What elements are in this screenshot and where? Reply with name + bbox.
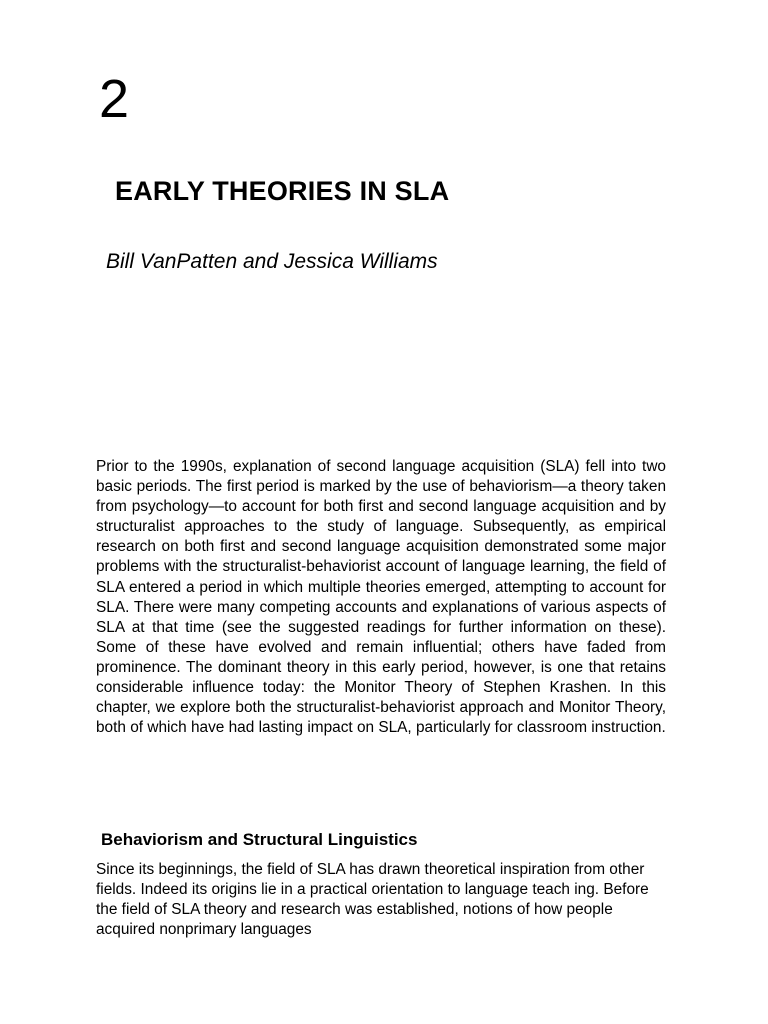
chapter-number: 2 — [99, 69, 130, 129]
section-heading: Behaviorism and Structural Linguistics — [101, 830, 418, 849]
chapter-authors: Bill VanPatten and Jessica Williams — [106, 250, 438, 273]
chapter-title: EARLY THEORIES IN SLA — [115, 176, 450, 206]
section-paragraph: Since its beginnings, the field of SLA has drawn theoretical inspiration from other fields. Indeed its origins lie in a practical orientation to language teach ing. Before the field of SLA theory and research was established, notions of how people acquired nonprimary languages — [96, 861, 649, 939]
chapter-abstract: Prior to the 1990s, explanation of second language acquisition (SLA) fell into two basic periods. The first period is marked by the use of behaviorism—a theory taken from psychology—to account for both first and second language acquisition and by structuralist approaches to the study of language. Subsequently, as empirical research on both first and second language acquisition demonstrated some major problems with the structuralist-behaviorist account of language learning, the field of SLA entered a period in which multiple theories emerged, attempting to account for SLA. There were many competing accounts and explanations of various aspects of SLA at that time (see the suggested readings for further information on these). Some of these have evolved and remain influential; others have faded from prominence. The dominant theory in this early period, however, is one that retains considerable influence today: the Monitor Theory of Stephen Krashen. In this chapter, we explore both the structuralist-behaviorist approach and Monitor Theory, both of which have had lasting impact on SLA, particularly for classroom instruction. — [96, 458, 666, 737]
